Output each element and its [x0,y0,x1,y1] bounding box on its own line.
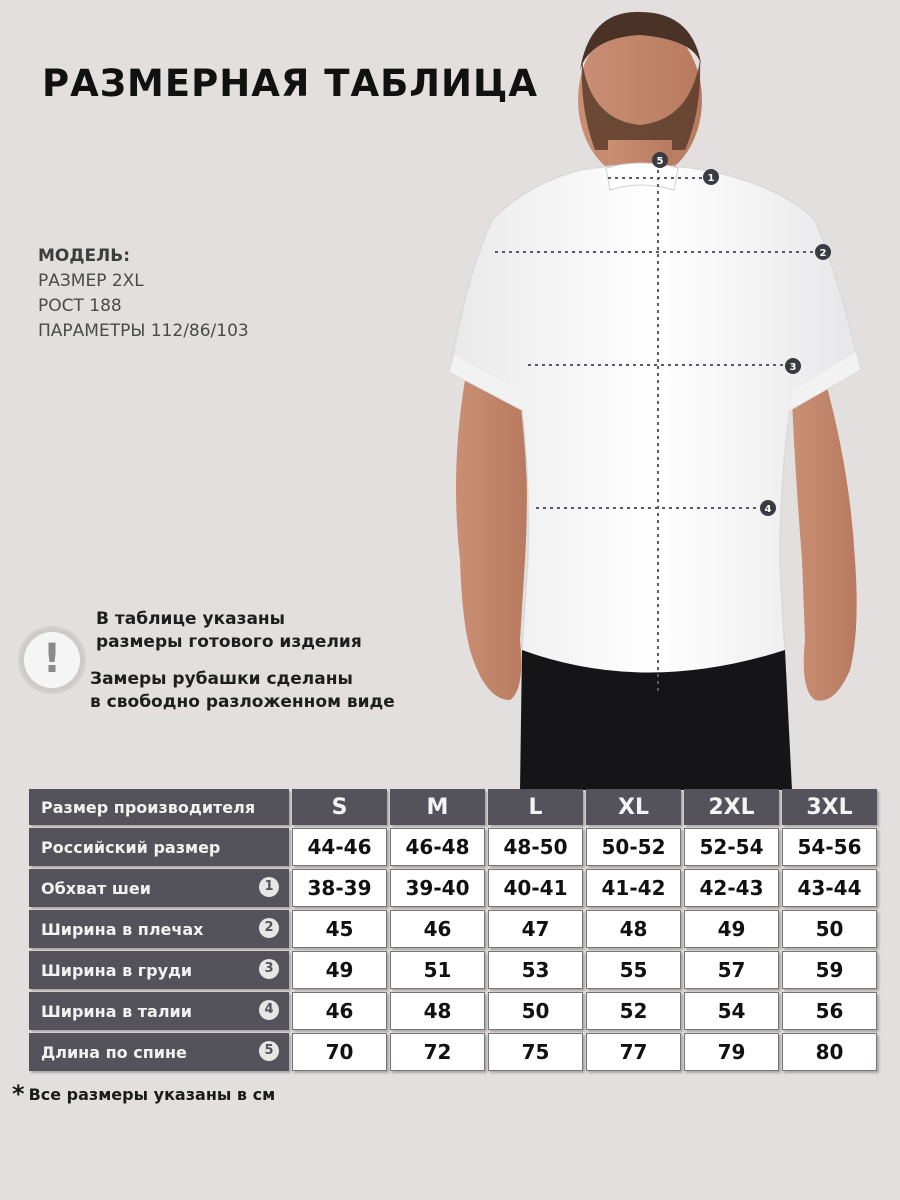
size-table [26,786,880,1074]
table-cell: 70 [292,1033,387,1071]
marker-2 [815,244,831,260]
table-cell: 52-54 [684,828,779,866]
svg-text:2: 2 [819,248,827,259]
row-label: Ширина в груди 3 [29,951,289,989]
table-header-row [29,789,877,825]
model-info [38,244,249,344]
svg-text:5: 5 [656,156,664,167]
table-cell: 46-48 [390,828,485,866]
table-cell: 55 [586,951,681,989]
table-cell: 39-40 [390,869,485,907]
marker-4 [760,500,776,516]
table-cell: 50 [782,910,877,948]
table-cell: 47 [488,910,583,948]
table-cell: 51 [390,951,485,989]
size-header: S [292,789,387,825]
notice-line-3: Замеры рубашки сделаны [90,669,353,689]
table-cell: 42-43 [684,869,779,907]
svg-text:3: 3 [789,362,797,373]
notice-measure-method [90,668,395,714]
notice-finished-sizes [96,608,362,654]
table-cell: 46 [390,910,485,948]
table-cell: 40-41 [488,869,583,907]
model-photo [430,0,900,790]
marker-badge: 4 [259,1000,279,1020]
table-cell: 50-52 [586,828,681,866]
table-cell: 80 [782,1033,877,1071]
table-row [29,992,877,1030]
table-cell: 48 [586,910,681,948]
notice-line-4: в свободно разложенном виде [90,692,395,712]
notice-line-2: размеры готового изделия [96,632,362,652]
footnote-text: Все размеры указаны в см [28,1085,276,1104]
table-cell: 57 [684,951,779,989]
table-row [29,1033,877,1071]
size-header: XL [586,789,681,825]
model-size: РАЗМЕР 2XL [38,271,144,291]
table-cell: 49 [292,951,387,989]
row-label: Российский размер [29,828,289,866]
model-heading: МОДЕЛЬ: [38,246,130,266]
footnote-star: * [12,1080,25,1108]
size-header: 2XL [684,789,779,825]
marker-1 [703,169,719,185]
row-label: Обхват шеи 1 [29,869,289,907]
row-label: Длина по спине 5 [29,1033,289,1071]
header-label: Размер производителя [29,789,289,825]
table-cell: 45 [292,910,387,948]
model-height: РОСТ 188 [38,296,122,316]
table-cell: 75 [488,1033,583,1071]
row-label: Ширина в талии 4 [29,992,289,1030]
table-cell: 50 [488,992,583,1030]
table-cell: 44-46 [292,828,387,866]
table-cell: 56 [782,992,877,1030]
shirt-illustration [430,0,900,790]
table-row [29,910,877,948]
marker-badge: 3 [259,959,279,979]
table-cell: 77 [586,1033,681,1071]
table-cell: 46 [292,992,387,1030]
table-cell: 48-50 [488,828,583,866]
svg-text:4: 4 [764,504,772,515]
table-cell: 43-44 [782,869,877,907]
exclamation-icon: ! [18,626,86,694]
size-header: L [488,789,583,825]
table-cell: 53 [488,951,583,989]
table-row [29,951,877,989]
table-cell: 41-42 [586,869,681,907]
table-cell: 79 [684,1033,779,1071]
marker-badge: 5 [259,1041,279,1061]
marker-badge: 1 [259,877,279,897]
footnote [12,1078,275,1106]
notice-line-1: В таблице указаны [96,609,286,629]
table-cell: 52 [586,992,681,1030]
table-cell: 72 [390,1033,485,1071]
table-row [29,828,877,866]
marker-badge: 2 [259,918,279,938]
table-cell: 59 [782,951,877,989]
table-cell: 48 [390,992,485,1030]
marker-3 [785,358,801,374]
table-row [29,869,877,907]
table-cell: 38-39 [292,869,387,907]
svg-text:1: 1 [707,173,715,184]
size-header: M [390,789,485,825]
table-cell: 54-56 [782,828,877,866]
model-params: ПАРАМЕТРЫ 112/86/103 [38,321,249,341]
size-header: 3XL [782,789,877,825]
row-label: Ширина в плечах 2 [29,910,289,948]
page-title: РАЗМЕРНАЯ ТАБЛИЦА [42,62,538,105]
marker-5 [652,152,668,168]
table-cell: 54 [684,992,779,1030]
table-cell: 49 [684,910,779,948]
